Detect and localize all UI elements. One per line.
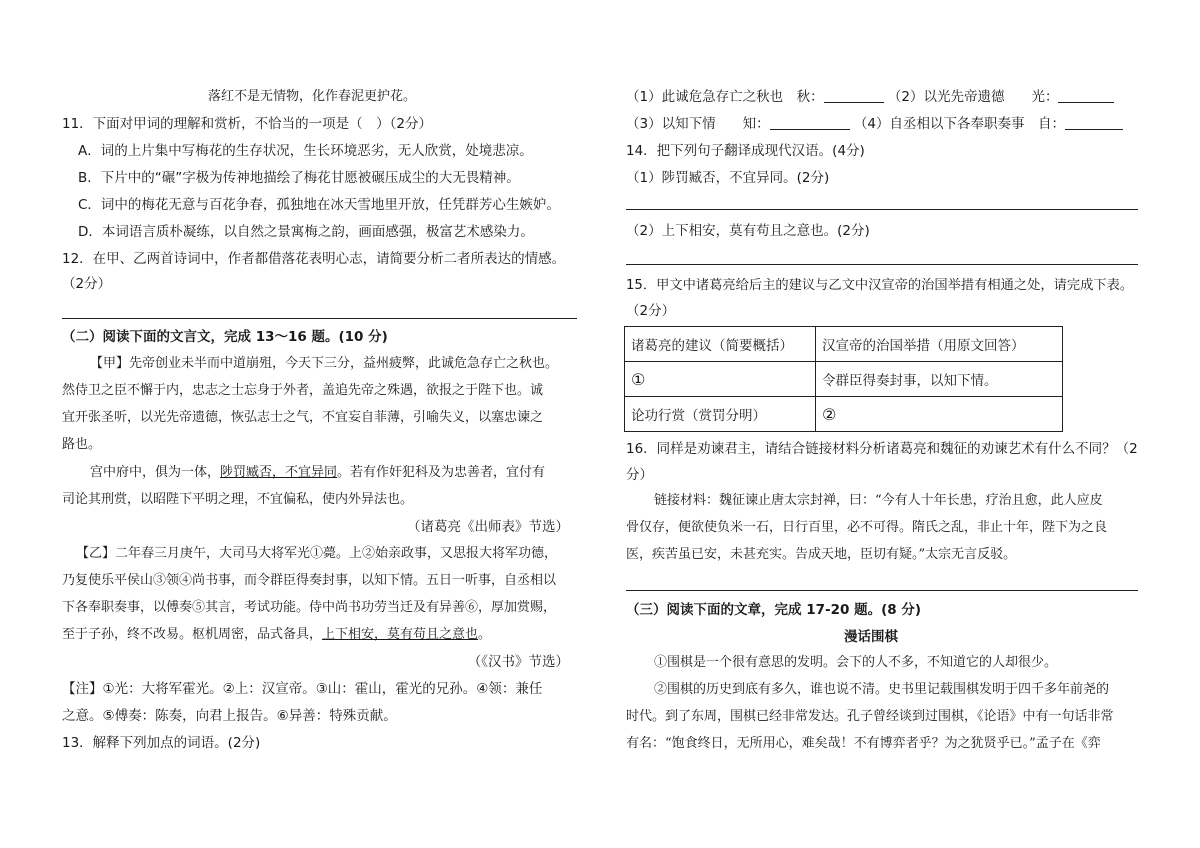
essay-paragraph-2-line-1: ②围棋的历史到底有多久，谁也说不清。史书里记载围棋发明于四千多年前尧的 xyxy=(654,682,1110,697)
essay-paragraph-1: ①围棋是一个很有意思的发明。会下的人不多，不知道它的人却很少。 xyxy=(654,655,1058,670)
q11-option-a: A．词的上片集中写梅花的生存状况，生长环境恶劣，无人欣赏，处境悲凉。 xyxy=(78,143,533,159)
table-row xyxy=(625,327,1063,362)
q11-option-d: D．本词语言质朴凝练，以自然之景寓梅之韵，画面感强，极富艺术感染力。 xyxy=(78,224,534,240)
q16-material-line-1: 链接材料：魏征谏止唐太宗封禅，曰：“今有人十年长患，疗治且愈，此人应皮 xyxy=(654,493,1103,508)
jia-line-5 xyxy=(90,464,545,482)
q14-sentence-1: （1）陟罚臧否，不宜异同。(2分) xyxy=(626,170,830,186)
jia-line-5-pre: 宫中府中，俱为一体， xyxy=(90,465,221,480)
yi-line-4-post: 。 xyxy=(478,627,492,642)
q12-points: （2分） xyxy=(62,276,112,292)
yi-line-2: 乃复使乐平侯山③领④尚书事，而令群臣得奏封事，以知下情。五日一听事，自丞相以 xyxy=(62,573,557,588)
q13-answer-blank-3[interactable] xyxy=(770,115,850,130)
yi-line-4-pre: 至于子孙，终不改易。枢机周密，品式备具， xyxy=(62,627,323,642)
q16-stem: 16．同样是劝谏君主，请结合链接材料分析诸葛亮和魏征的劝谏艺术有什么不同？（2 xyxy=(626,441,1138,457)
poem-last-line: 落红不是无情物，化作春泥更护花。 xyxy=(208,89,417,104)
q13-item-3: （3）以知下情 知： xyxy=(626,116,770,132)
q13-stem: 13．解释下列加点的词语。(2分) xyxy=(62,735,261,751)
jia-source: （诸葛亮《出师表》节选） xyxy=(407,519,569,535)
q13-answer-blank-1[interactable] xyxy=(824,88,884,103)
q13-row-1 xyxy=(626,88,1114,106)
jia-line-2: 然侍卫之臣不懈于内，忠志之士忘身于外者，盖追先帝之殊遇，欲报之于陛下也。诚 xyxy=(62,383,544,398)
q14-stem: 14．把下列句子翻译成现代汉语。(4分) xyxy=(626,143,865,159)
yi-line-1: 【乙】二年春三月庚午，大司马大将军光①薨。上②始亲政事，又思报大将军功德， xyxy=(76,546,558,561)
notes-line-1: 【注】①光：大将军霍光。②上：汉宣帝。③山：霍山，霍光的兄孙。④领：兼任 xyxy=(62,681,543,697)
q14-sentence-2: （2）上下相安，莫有苟且之意也。(2分) xyxy=(626,223,870,239)
q16-points: 分） xyxy=(626,467,653,483)
jia-line-4: 路也。 xyxy=(62,437,102,452)
table-row xyxy=(625,362,1063,397)
jia-line-6: 司论其刑赏，以昭陛下平明之理，不宜偏私，使内外异法也。 xyxy=(62,492,414,507)
essay-title: 漫话围棋 xyxy=(844,629,898,645)
yi-source: （《汉书》节选） xyxy=(467,654,569,670)
answer-cell-1[interactable]: ① xyxy=(625,362,816,397)
q16-material-line-3: 医，疾苦虽已安，未甚充实。告成天地，臣切有疑。”太宗无言反驳。 xyxy=(626,547,1017,562)
table-cell: 论功行赏（赏罚分明） xyxy=(625,397,816,432)
q14-answer-line-1[interactable] xyxy=(626,209,1138,210)
q12-stem: 12．在甲、乙两首诗词中，作者都借落花表明心志，请简要分析二者所表达的情感。 xyxy=(62,251,566,267)
yi-line-3: 下各奉职奏事，以傅奏⑤其言，考试功能。侍中尚书功劳当迁及有异善⑥，厚加赏赐， xyxy=(62,600,557,615)
q16-material-line-2: 骨仅存，便欲使负米一石，日行百里，必不可得。隋氏之乱，非止十年，陛下为之良 xyxy=(626,520,1108,535)
yi-line-4 xyxy=(62,626,491,644)
q16-answer-line[interactable] xyxy=(626,590,1138,591)
yi-underlined-sentence: 上下相安，莫有苟且之意也 xyxy=(322,627,479,642)
q14-answer-line-2[interactable] xyxy=(626,264,1138,265)
q13-answer-blank-2[interactable] xyxy=(1058,88,1114,103)
q13-item-1: （1）此诚危急存亡之秋也 秋： xyxy=(626,89,824,105)
table-header-cell: 汉宣帝的治国举措（用原文回答） xyxy=(816,327,1063,362)
jia-line-5-post: 。若有作奸犯科及为忠善者，宜付有 xyxy=(337,465,546,480)
table-header-cell: 诸葛亮的建议（简要概括） xyxy=(625,327,816,362)
section2-title: （二）阅读下面的文言文，完成 13～16 题。(10 分) xyxy=(62,329,388,345)
q13-answer-blank-4[interactable] xyxy=(1065,115,1123,130)
answer-cell-2[interactable]: ② xyxy=(816,397,1063,432)
q13-item-4: （4）自丞相以下各奉职奏事 自： xyxy=(853,116,1065,132)
notes-line-2: 之意。⑤傅奏：陈奏，向君上报告。⑥异善：特殊贡献。 xyxy=(62,708,397,724)
q13-row-2 xyxy=(626,115,1123,133)
table-row xyxy=(625,397,1063,432)
q13-item-2: （2）以光先帝遗德 光： xyxy=(887,89,1059,105)
answer-line xyxy=(62,318,577,319)
q15-points: （2分） xyxy=(626,303,676,319)
jia-line-1: 【甲】先帝创业未半而中道崩殂，今天下三分，益州疲弊，此诚危急存亡之秋也。 xyxy=(90,356,559,371)
section3-title: （三）阅读下面的文章，完成 17-20 题。(8 分) xyxy=(626,602,922,618)
q15-stem: 15．甲文中诸葛亮给后主的建议与乙文中汉宣帝的治国举措有相通之处，请完成下表。 xyxy=(626,278,1134,293)
q11-option-c: C．词中的梅花无意与百花争春，孤独地在冰天雪地里开放，任凭群芳心生嫉妒。 xyxy=(78,197,560,213)
jia-line-3: 宜开张圣听，以光先帝遗德，恢弘志士之气，不宜妄自菲薄，引喻失义，以塞忠谏之 xyxy=(62,410,544,425)
essay-paragraph-2-line-3: 有名：“饱食终日，无所用心，难矣哉！不有博弈者乎？为之犹贤乎已。”孟子在《弈 xyxy=(626,736,1101,751)
jia-underlined-sentence: 陟罚臧否，不宜异同 xyxy=(220,465,338,480)
q11-stem: 11．下面对甲词的理解和赏析，不恰当的一项是（ ）（2分） xyxy=(62,116,433,132)
q11-option-b: B．下片中的“碾”字极为传神地描绘了梅花甘愿被碾压成尘的大无畏精神。 xyxy=(78,170,520,186)
q15-table xyxy=(624,326,1063,432)
essay-paragraph-2-line-2: 时代。到了东周，围棋已经非常发达。孔子曾经谈到过围棋，《论语》中有一句话非常 xyxy=(626,709,1114,724)
table-cell: 令群臣得奏封事，以知下情。 xyxy=(816,362,1063,397)
